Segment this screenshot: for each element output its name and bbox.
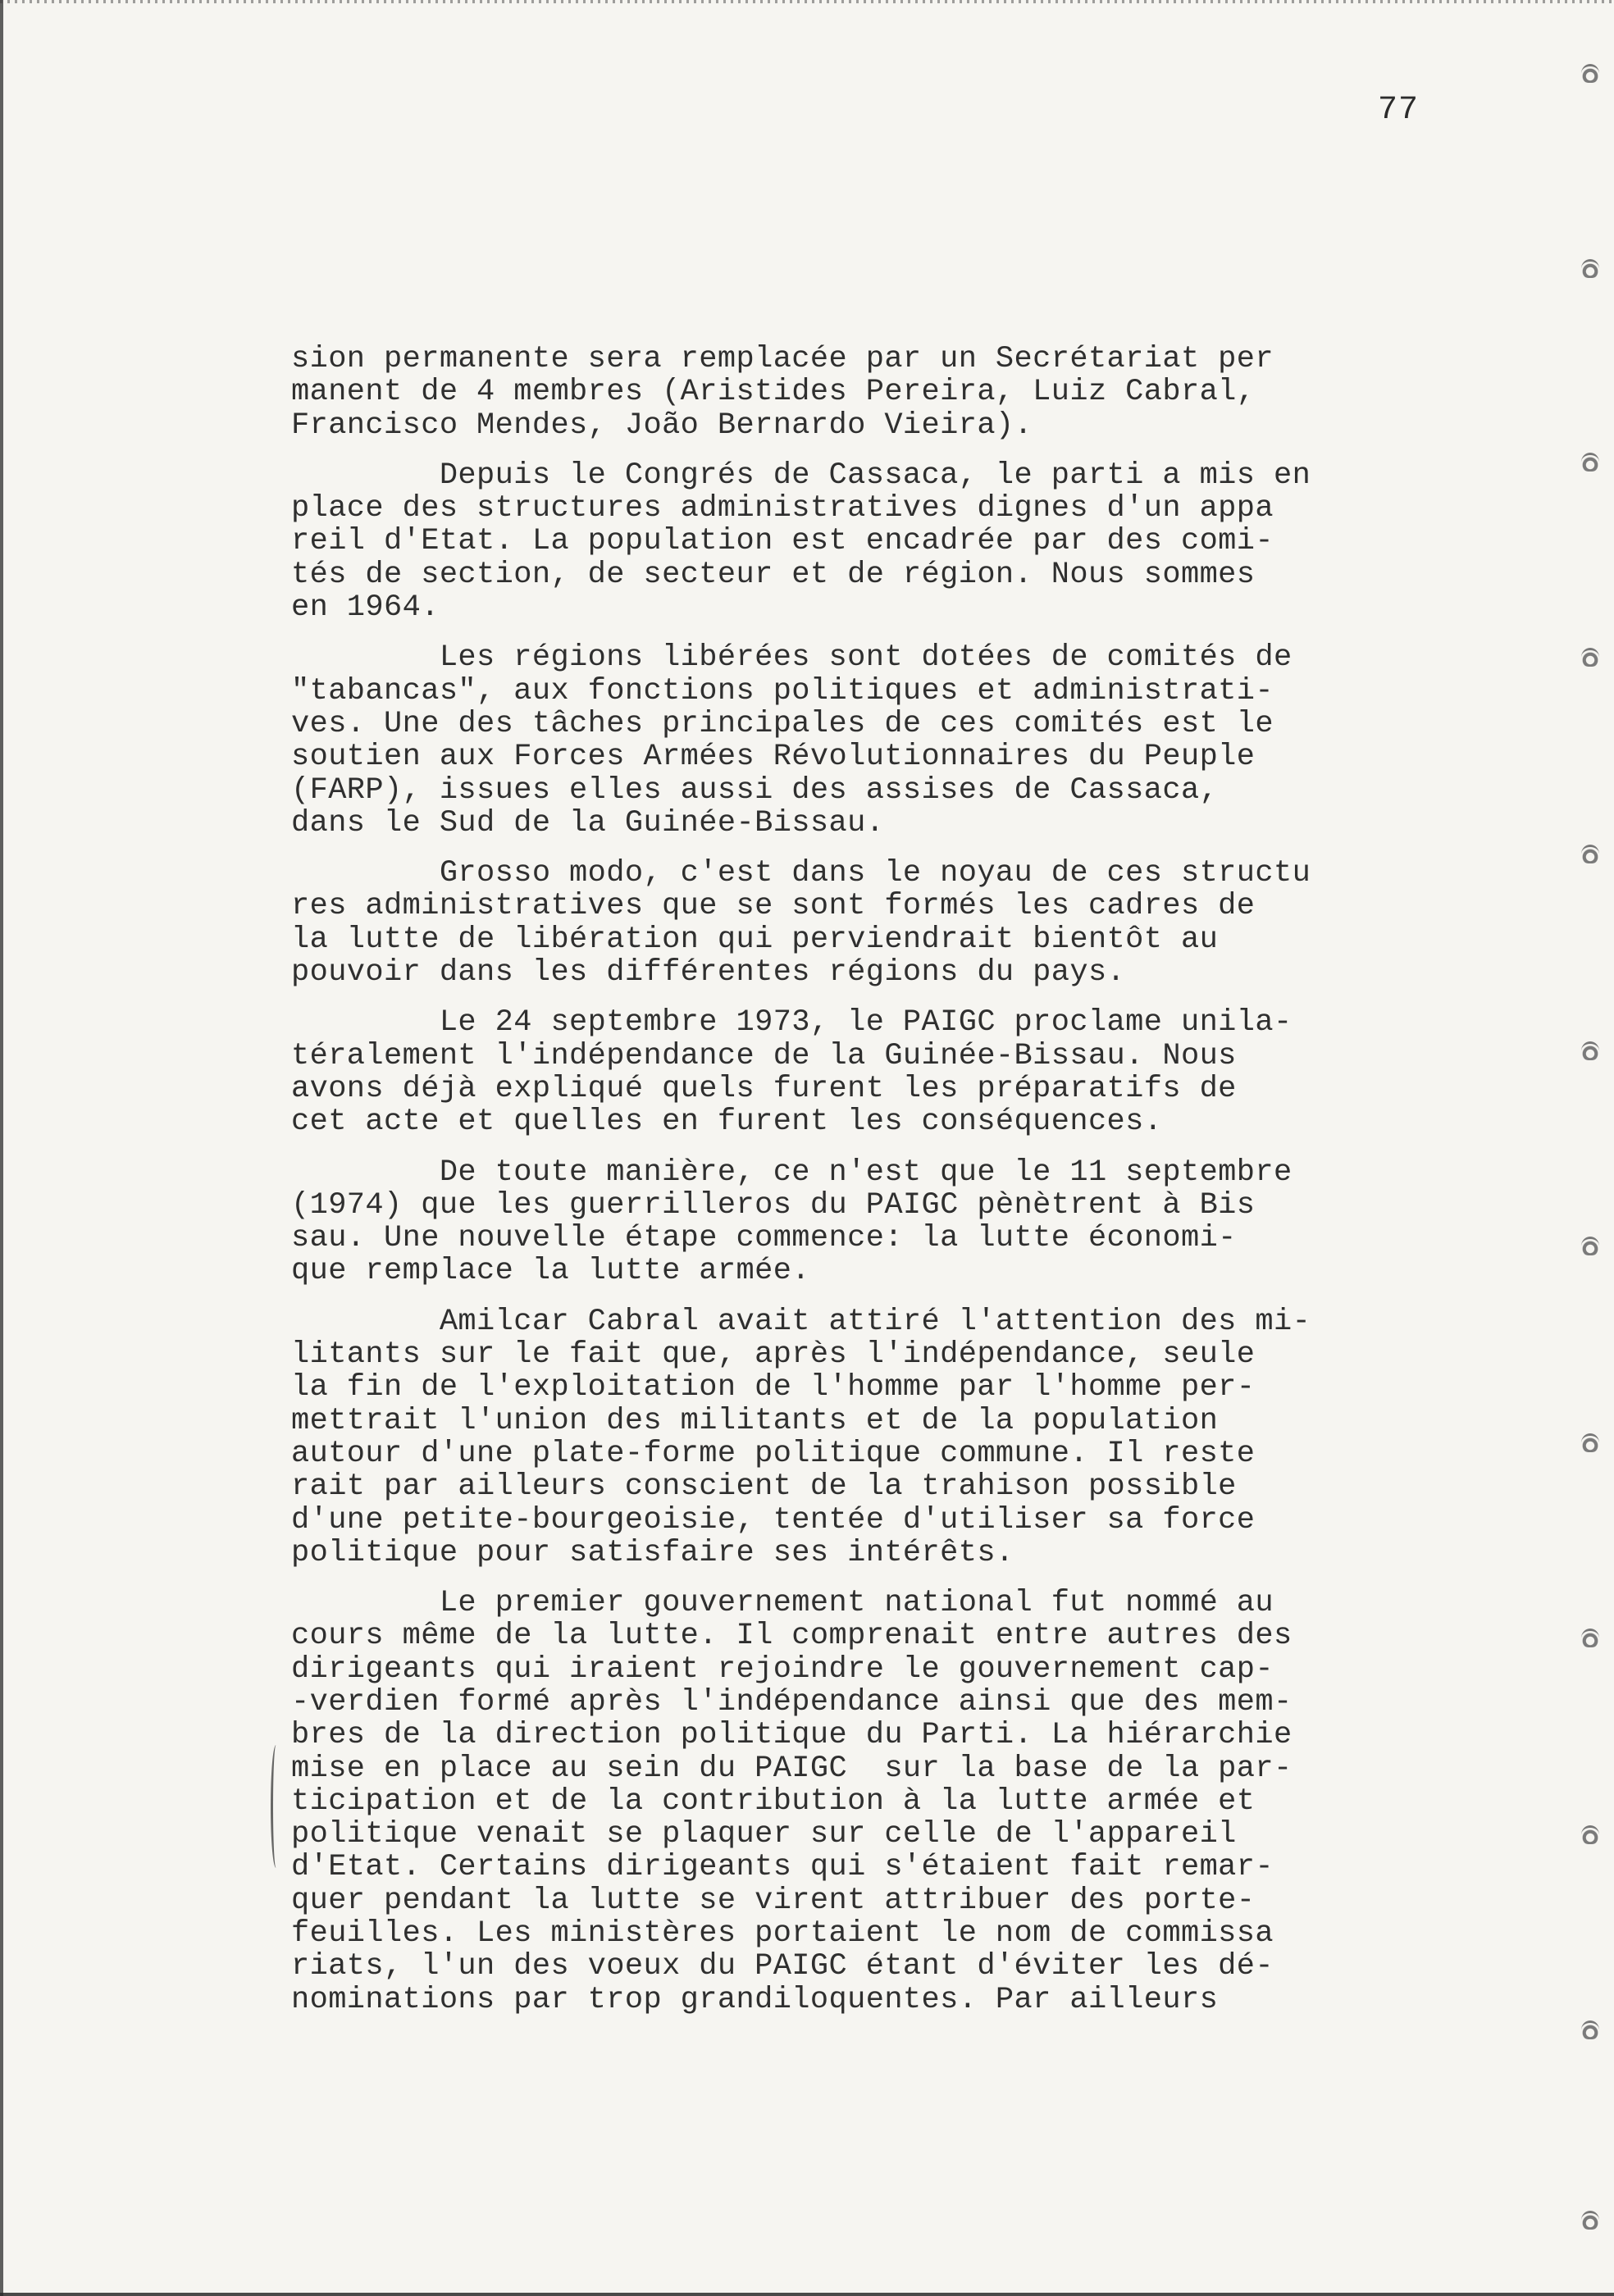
text-line: Le 24 septembre 1973, le PAIGC proclame unila- <box>291 1005 1293 1041</box>
text-line: ves. Une des tâches principales de ces comités est le <box>291 706 1274 741</box>
page-top-edge <box>0 0 1614 3</box>
text-line: politique venait se plaquer sur celle de l'appareil <box>291 1817 1237 1852</box>
text-line: téralement l'indépendance de la Guinée-Bissau. Nous <box>291 1038 1237 1073</box>
text-line: que remplace la lutte armée. <box>291 1254 810 1289</box>
text-line: mettrait l'union des militants et de la population <box>291 1403 1219 1438</box>
binding-hole <box>1581 2020 1599 2039</box>
binding-hole <box>1581 453 1599 472</box>
text-line: nominations par trop grandiloquentes. Par ailleurs <box>291 1982 1219 2017</box>
body-text <box>291 343 1448 2034</box>
binding-hole <box>1581 259 1599 278</box>
binding-hole <box>1581 1629 1599 1647</box>
binding-hole <box>1581 64 1599 83</box>
text-line: soutien aux Forces Armées Révolutionnaires du Peuple <box>291 740 1256 775</box>
text-line: politique pour satisfaire ses intérêts. <box>291 1535 1014 1570</box>
paragraph <box>291 1305 1448 1569</box>
paragraph <box>291 641 1448 840</box>
paragraph <box>291 1587 1448 2016</box>
text-line: place des structures administratives dignes d'un appa <box>291 491 1274 526</box>
binding-hole <box>1581 1041 1599 1060</box>
text-line: cet acte et quelles en furent les conséquences. <box>291 1105 1163 1140</box>
text-line: (1974) que les guerrilleros du PAIGC pènètrent à Bis <box>291 1187 1256 1223</box>
text-line: la fin de l'exploitation de l'homme par l'homme per- <box>291 1370 1256 1405</box>
text-line: Depuis le Congrés de Cassaca, le parti a mis en <box>291 458 1311 493</box>
binding-hole <box>1581 1433 1599 1452</box>
text-line: riats, l'un des voeux du PAIGC étant d'éviter les dé- <box>291 1949 1274 1984</box>
paragraph <box>291 343 1448 442</box>
page-number: 77 <box>1378 92 1420 129</box>
text-line: d'une petite-bourgeoisie, tentée d'utiliser sa force <box>291 1502 1256 1538</box>
text-line: pouvoir dans les différentes régions du pays. <box>291 955 1126 991</box>
text-line: Les régions libérées sont dotées de comités de <box>291 640 1293 676</box>
text-line: dirigeants qui iraient rejoindre le gouvernement cap- <box>291 1651 1274 1687</box>
text-line: manent de 4 membres (Aristides Pereira, Luiz Cabral, <box>291 375 1256 410</box>
text-line: dans le Sud de la Guinée-Bissau. <box>291 805 885 840</box>
text-line: feuilles. Les ministères portaient le nom de commissa <box>291 1916 1274 1952</box>
text-line: "tabancas", aux fonctions politiques et administrati- <box>291 673 1274 708</box>
text-line: sion permanente sera remplacée par un Secrétariat per <box>291 342 1274 376</box>
text-line: la lutte de libération qui perviendrait bientôt au <box>291 922 1219 957</box>
text-line: autour d'une plate-forme politique commune. Il reste <box>291 1436 1256 1471</box>
text-line: rait par ailleurs conscient de la trahison possible <box>291 1469 1237 1505</box>
binding-hole <box>1581 1825 1599 1844</box>
text-line: (FARP), issues elles aussi des assises de Cassaca, <box>291 772 1219 808</box>
binding-hole <box>1581 845 1599 863</box>
page-left-edge <box>0 0 3 2296</box>
text-line: bres de la direction politique du Parti. La hiérarchie <box>291 1718 1293 1753</box>
margin-pencil-mark <box>271 1745 281 1868</box>
binding-hole <box>1581 1237 1599 1255</box>
text-line: ticipation et de la contribution à la lutte armée et <box>291 1784 1256 1819</box>
text-line: res administratives que se sont formés les cadres de <box>291 889 1256 924</box>
text-line: d'Etat. Certains dirigeants qui s'étaient fait remar- <box>291 1850 1274 1885</box>
binding-hole <box>1581 648 1599 667</box>
paragraph <box>291 459 1448 624</box>
text-line: reil d'Etat. La population est encadrée par des comi- <box>291 524 1274 559</box>
text-line: Francisco Mendes, João Bernardo Vieira). <box>291 408 1033 443</box>
paragraph <box>291 1156 1448 1288</box>
text-line: Le premier gouvernement national fut nommé au <box>291 1586 1274 1621</box>
text-line: tés de section, de secteur et de région. Nous sommes <box>291 557 1256 592</box>
text-line: cours même de la lutte. Il comprenait entre autres des <box>291 1619 1293 1654</box>
text-line: avons déjà expliqué quels furent les préparatifs de <box>291 1071 1237 1106</box>
text-line: -verdien formé après l'indépendance ainsi que des mem- <box>291 1684 1293 1720</box>
paragraph <box>291 1006 1448 1138</box>
binding-hole <box>1581 2211 1599 2230</box>
text-line: en 1964. <box>291 590 440 626</box>
text-line: sau. Une nouvelle étape commence: la lutte économi- <box>291 1221 1237 1256</box>
paragraph <box>291 857 1448 989</box>
text-line: quer pendant la lutte se virent attribuer des porte- <box>291 1883 1256 1918</box>
text-line: litants sur le fait que, après l'indépendance, seule <box>291 1337 1256 1373</box>
text-line: Amilcar Cabral avait attiré l'attention des mi- <box>291 1304 1311 1339</box>
page-bottom-edge <box>0 2293 1614 2296</box>
text-line: De toute manière, ce n'est que le 11 septembre <box>291 1155 1293 1190</box>
text-line: Grosso modo, c'est dans le noyau de ces structu <box>291 856 1311 891</box>
text-line: mise en place au sein du PAIGC sur la base de la par- <box>291 1751 1293 1786</box>
